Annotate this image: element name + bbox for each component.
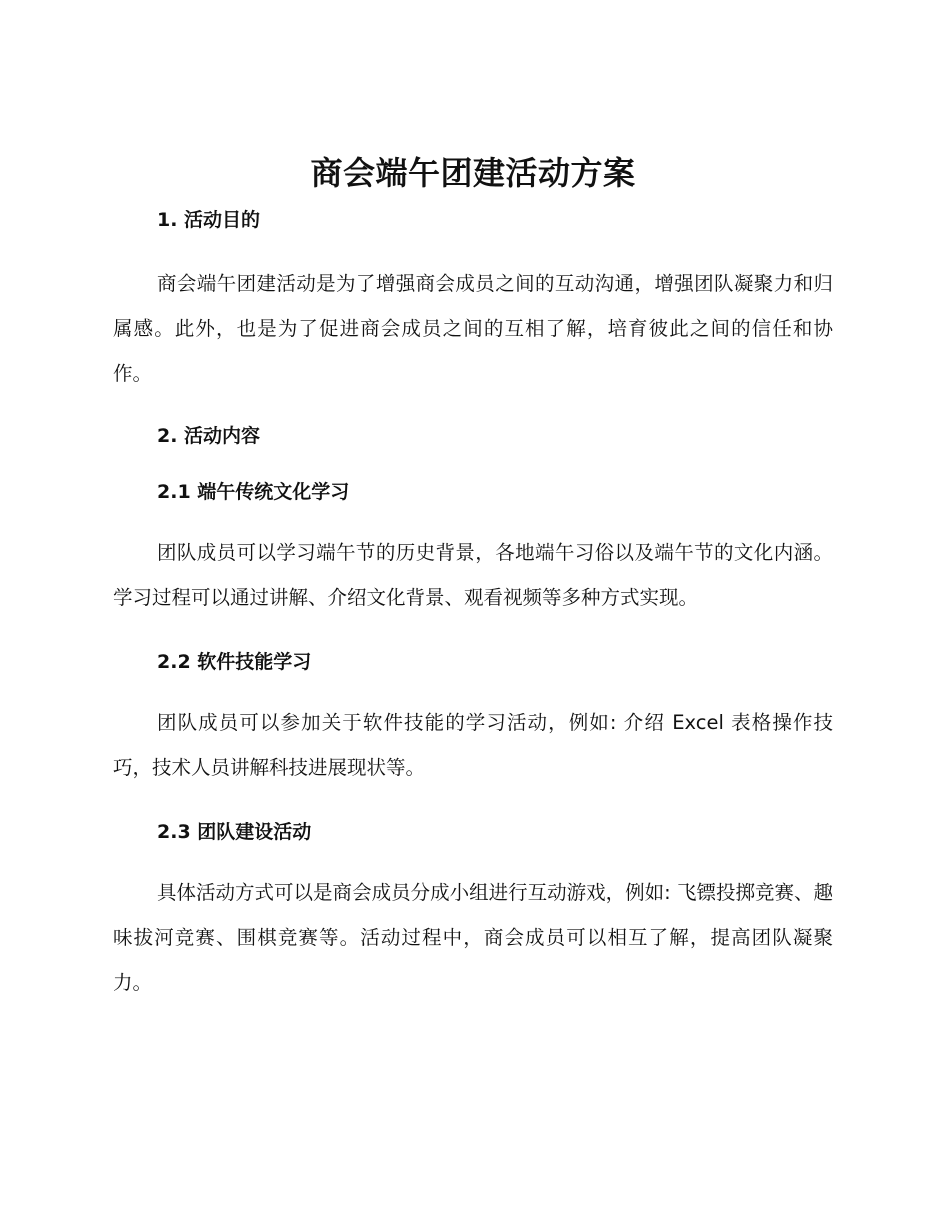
document-title: 商会端午团建活动方案 bbox=[310, 154, 636, 192]
subsection-heading-teambuilding: 2.3 团队建设活动 bbox=[157, 821, 312, 843]
subsection-paragraph-culture: 团队成员可以学习端午节的历史背景，各地端午习俗以及端午节的文化内涵。学习过程可以通过讲解、介绍文化背景、观看视频等多种方式实现。 bbox=[113, 541, 833, 609]
subsection-heading-culture: 2.1 端午传统文化学习 bbox=[157, 481, 350, 503]
subsection-paragraph-software: 团队成员可以参加关于软件技能的学习活动，例如: 介绍 Excel 表格操作技巧，技术人员讲解科技进展现状等。 bbox=[113, 711, 833, 779]
section-heading-content: 2. 活动内容 bbox=[157, 425, 261, 447]
section-paragraph-purpose: 商会端午团建活动是为了增强商会成员之间的互动沟通，增强团队凝聚力和归属感。此外，也是为了促进商会成员之间的互相了解，培育彼此之间的信任和协作。 bbox=[113, 272, 833, 385]
section-heading-purpose: 1. 活动目的 bbox=[157, 209, 261, 231]
subsection-heading-software: 2.2 软件技能学习 bbox=[157, 651, 312, 673]
document-body bbox=[113, 150, 833, 1005]
subsection-paragraph-teambuilding: 具体活动方式可以是商会成员分成小组进行互动游戏，例如: 飞镖投掷竞赛、趣味拔河竞赛、围棋竞赛等。活动过程中，商会成员可以相互了解，提高团队凝聚力。 bbox=[113, 881, 833, 994]
